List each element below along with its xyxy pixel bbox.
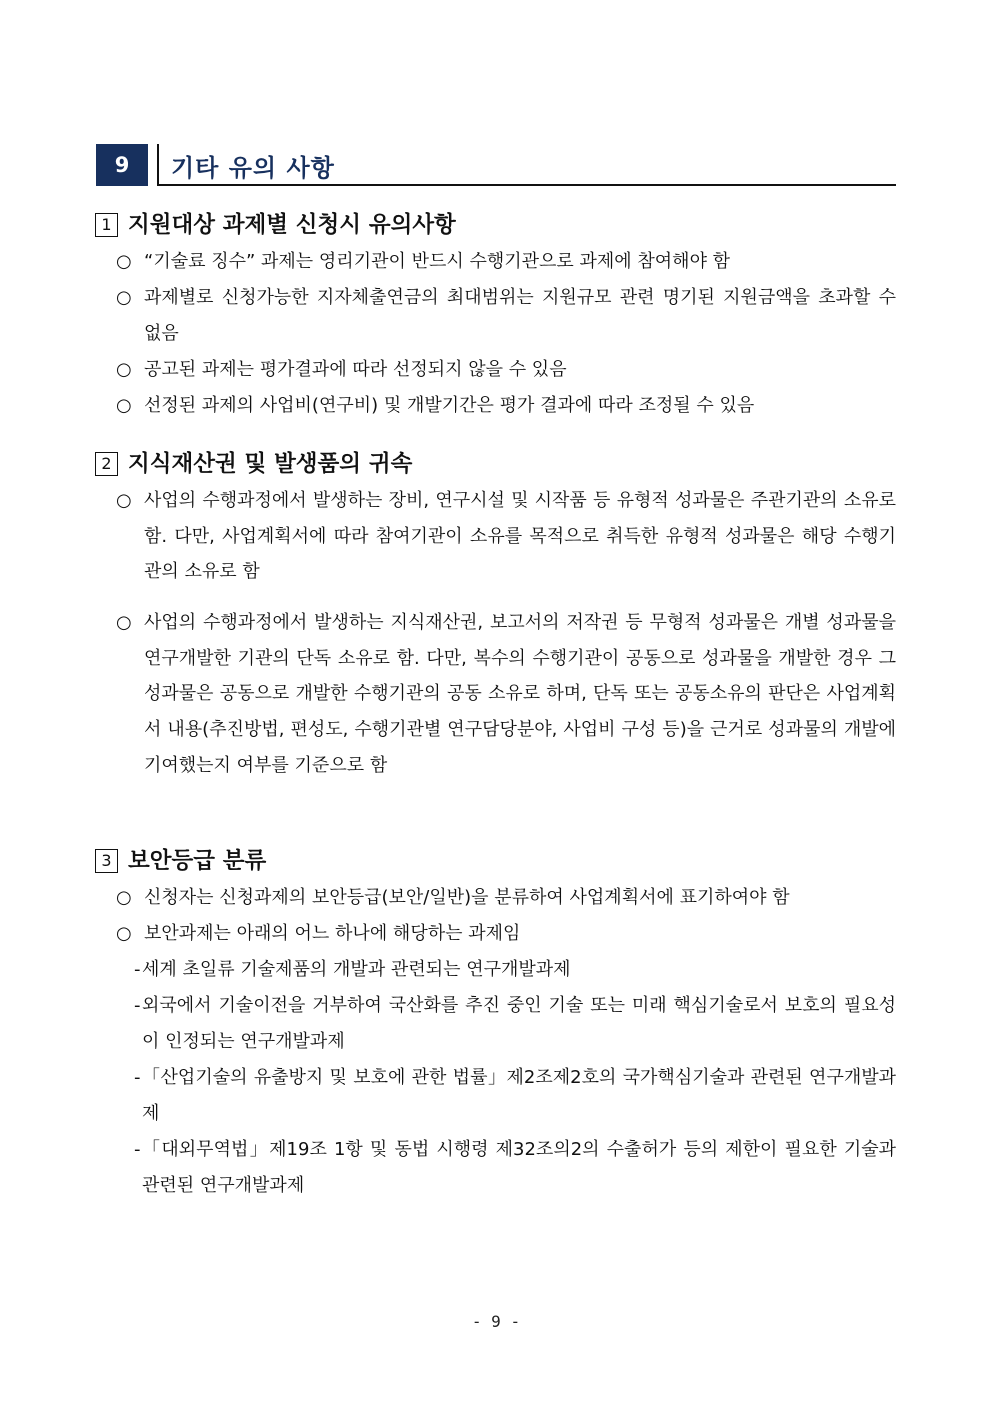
section-title: 지원대상 과제별 신청시 유의사항 <box>128 212 456 238</box>
section-number-box: 3 <box>95 849 118 873</box>
dash-bullet-icon: - <box>134 1067 141 1088</box>
section-number-box: 1 <box>95 213 118 237</box>
circle-bullet-icon: ○ <box>116 287 132 308</box>
list-item: ○ “기술료 징수” 과제는 영리기관이 반드시 수행기관으로 과제에 참여해야 함 <box>116 244 896 280</box>
circle-bullet-icon: ○ <box>116 490 132 511</box>
list-item: ○ 선정된 과제의 사업비(연구비) 및 개발기간은 평가 결과에 따라 조정될 수 있음 <box>116 388 896 424</box>
list-item: ○ 과제별로 신청가능한 지자체출연금의 최대범위는 지원규모 관련 명기된 지원금액을 초과할 수 없음 <box>116 280 896 351</box>
sub-list-item: - 「대외무역법」제19조 1항 및 동법 시행령 제32조의2의 수출허가 등의 제한이 필요한 기술과 관련된 연구개발과제 <box>134 1132 896 1203</box>
section-title: 지식재산권 및 발생품의 귀속 <box>128 451 413 477</box>
circle-bullet-icon: ○ <box>116 395 132 416</box>
section-heading-3 <box>95 846 266 876</box>
circle-bullet-icon: ○ <box>116 251 132 272</box>
list-item: ○ 사업의 수행과정에서 발생하는 지식재산권, 보고서의 저작권 등 무형적 성과물은 개별 성과물을 연구개발한 기관의 단독 소유로 함. 다만, 복수의 수행기관이 공동으로 성과물을 개발한 경우 그 성과물은 공동으로 개발한 수행기관의 공동 소유로 하며, 단독 또는 공동소유의 판단은 사업계획서 내용(추진방법, 편성도, 수행기관별 연구담당분야, 사업비 구성 등)을 근거로 성과물의 개발에 기여했는지 여부를 기준으로 함 <box>116 605 896 784</box>
section-heading-1 <box>95 210 456 240</box>
chapter-divider <box>157 144 159 186</box>
dash-bullet-icon: - <box>134 1139 141 1160</box>
chapter-header <box>96 144 896 186</box>
list-item: ○ 보안과제는 아래의 어느 하나에 해당하는 과제임 <box>116 916 896 952</box>
sub-list-item: - 세계 초일류 기술제품의 개발과 관련되는 연구개발과제 <box>134 952 896 988</box>
section-number-box: 2 <box>95 452 118 476</box>
section-heading-2 <box>95 449 412 479</box>
list-item: ○ 공고된 과제는 평가결과에 따라 선정되지 않을 수 있음 <box>116 352 896 388</box>
dash-bullet-icon: - <box>134 959 141 980</box>
circle-bullet-icon: ○ <box>116 612 132 633</box>
section-title: 보안등급 분류 <box>128 848 267 874</box>
circle-bullet-icon: ○ <box>116 887 132 908</box>
sub-list-item: - 「산업기술의 유출방지 및 보호에 관한 법률」제2조제2호의 국가핵심기술과 관련된 연구개발과제 <box>134 1060 896 1131</box>
page-number: - 9 - <box>471 1312 521 1331</box>
sub-list-item: - 외국에서 기술이전을 거부하여 국산화를 추진 중인 기술 또는 미래 핵심기술로서 보호의 필요성이 인정되는 연구개발과제 <box>134 988 896 1059</box>
list-item: ○ 사업의 수행과정에서 발생하는 장비, 연구시설 및 시작품 등 유형적 성과물은 주관기관의 소유로 함. 다만, 사업계획서에 따라 참여기관이 소유를 목적으로 취득한 유형적 성과물은 해당 수행기관의 소유로 함 <box>116 483 896 590</box>
chapter-underline <box>157 184 896 186</box>
circle-bullet-icon: ○ <box>116 923 132 944</box>
dash-bullet-icon: - <box>134 995 141 1016</box>
chapter-title: 기타 유의 사항 <box>171 154 335 182</box>
chapter-number-box: 9 <box>96 144 148 186</box>
list-item: ○ 신청자는 신청과제의 보안등급(보안/일반)을 분류하여 사업계획서에 표기하여야 함 <box>116 880 896 916</box>
circle-bullet-icon: ○ <box>116 359 132 380</box>
